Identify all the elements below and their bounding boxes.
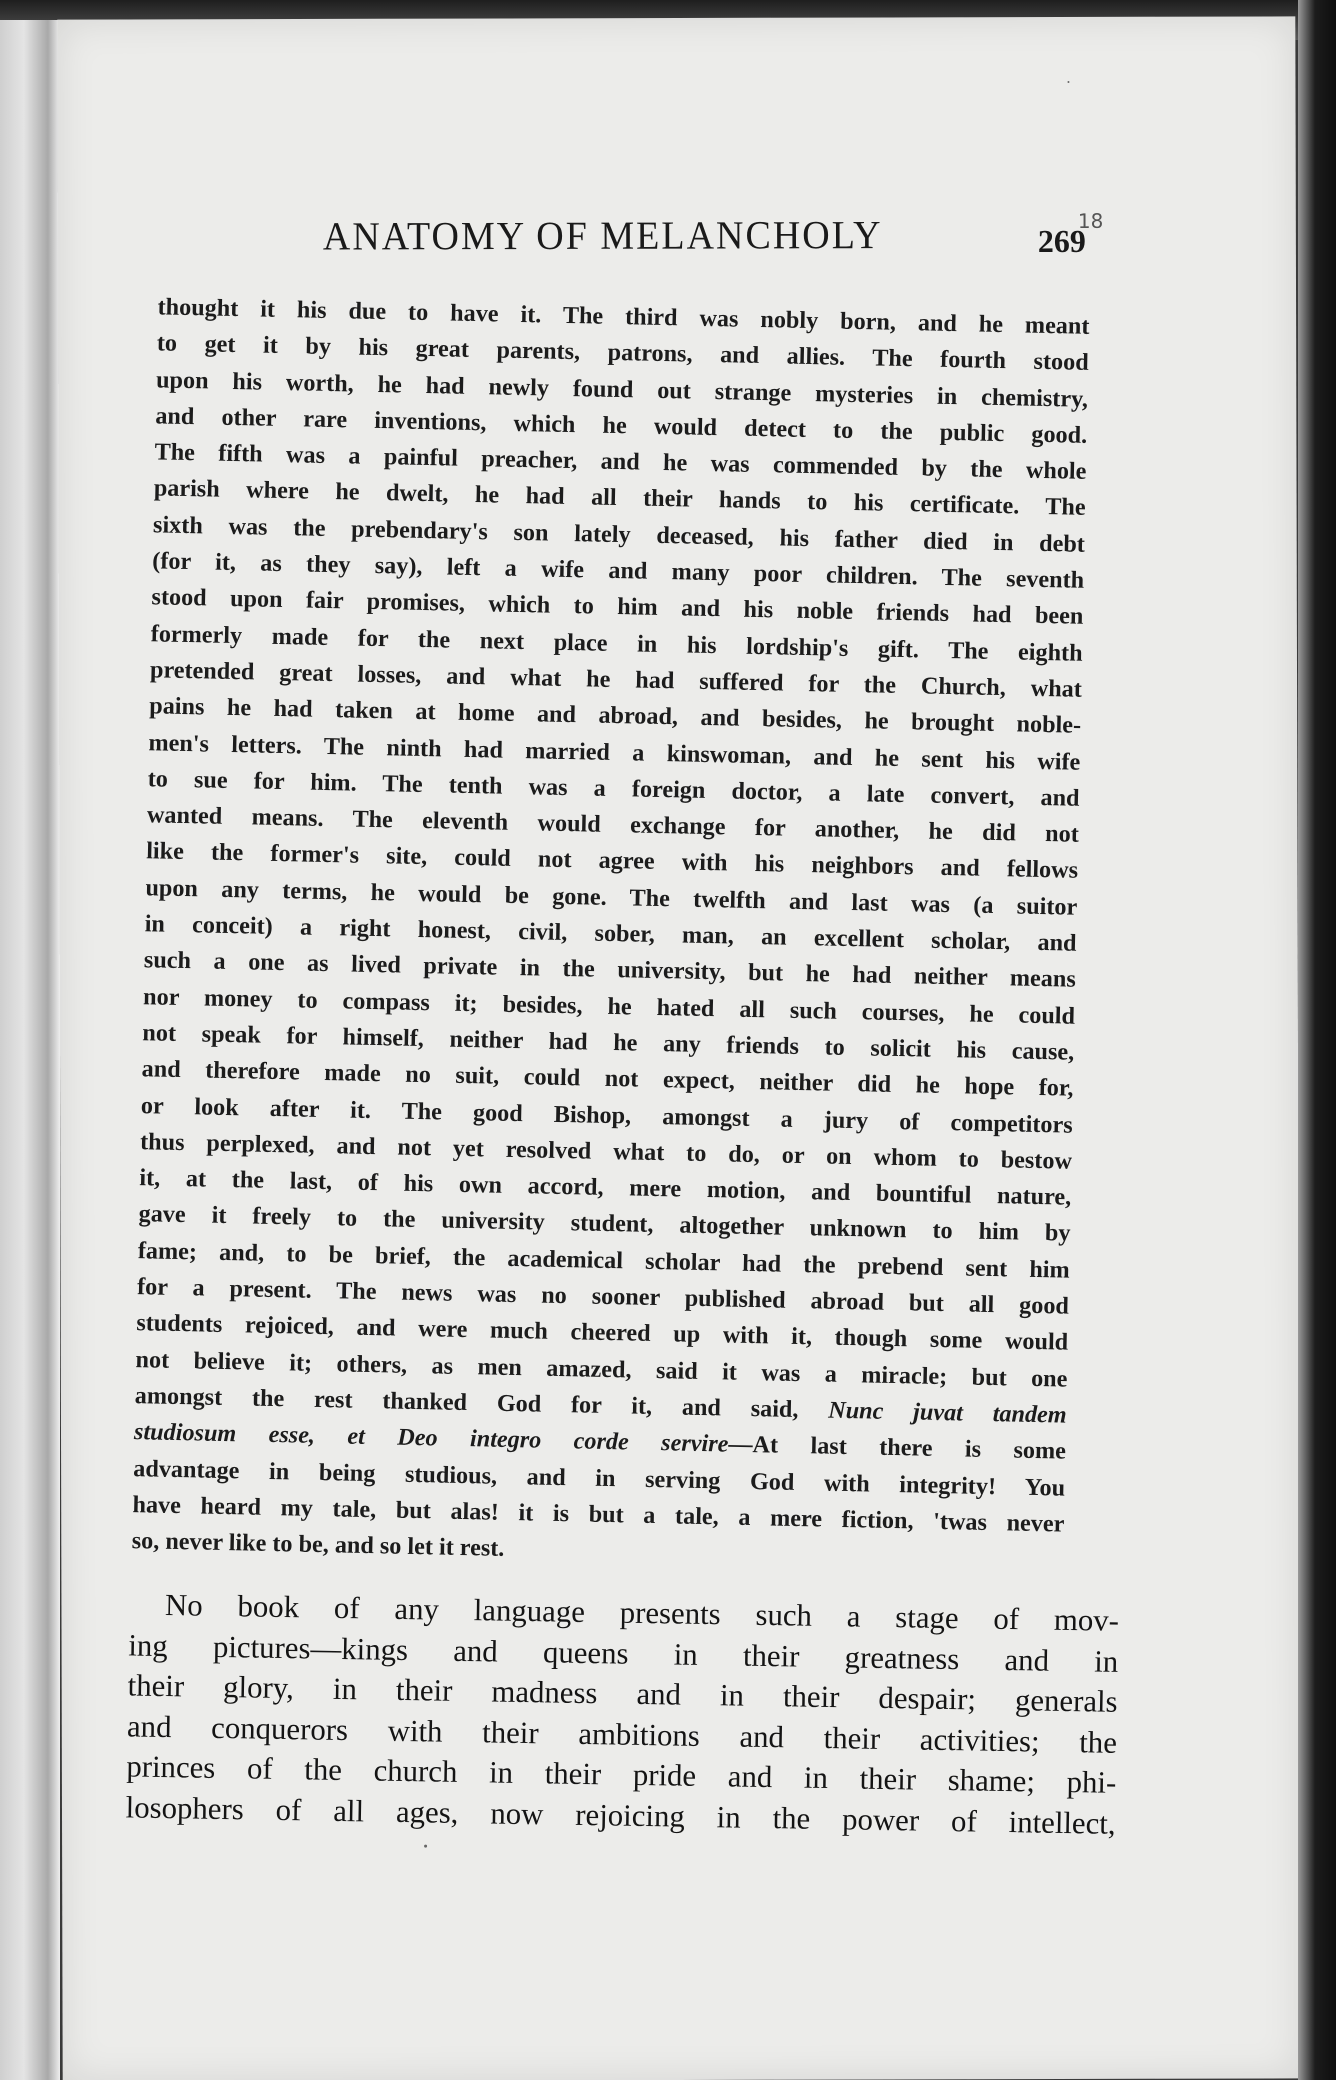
quote-line: pretended great losses, and what he had suffered for the Church, what xyxy=(149,656,1083,703)
quote-line: students rejoiced, and were much cheered up with it, though some would xyxy=(136,1309,1069,1356)
quote-text: amongst the rest thanked God for it, and said, xyxy=(134,1382,799,1423)
latin-phrase: studiosum esse, et Deo integro corde servire xyxy=(133,1418,729,1458)
scan-right-edge xyxy=(1298,0,1336,2080)
running-title: ANATOMY OF MELANCHOLY xyxy=(322,213,883,259)
paragraph-line: losophers of all ages, now rejoicing in the power of intellect, xyxy=(125,1790,1116,1841)
book-gutter xyxy=(0,20,60,2080)
quote-line: The fifth was a painful preacher, and he was commended by the whole xyxy=(154,438,1087,486)
paragraph-line: their glory, in their madness and in their despair; generals xyxy=(127,1668,1118,1720)
quote-line: wanted means. The eleventh would exchange for another, he did not xyxy=(146,801,1080,848)
quote-line: to sue for him. The tenth was a foreign doctor, a late convert, and xyxy=(147,765,1080,812)
quote-line: gave it freely to the university student, altogether unknown to him by xyxy=(138,1200,1071,1248)
essay-paragraph xyxy=(125,1584,1119,1844)
quote-line: advantage in being studious, and in serving God with integrity! You xyxy=(133,1454,1066,1502)
quote-line: like the former's site, could not agree with his neighbors and fellows xyxy=(145,837,1079,885)
scan-speck xyxy=(1067,81,1069,83)
quote-line: parish where he dwelt, he had all their hands to his certificate. The xyxy=(153,474,1086,522)
book-page xyxy=(57,16,1300,2080)
paragraph-line: princes of the church in their pride and in their shame; phi- xyxy=(126,1749,1117,1801)
pencil-annotation: 18 xyxy=(1077,208,1104,233)
quote-line: upon any terms, he would be gone. The twelfth and last was (a suitor xyxy=(145,873,1078,921)
quote-line: formerly made for the next place in his lordship's gift. The eighth xyxy=(150,619,1083,667)
quote-line: or look after it. The good Bishop, amongst a jury of competitors xyxy=(140,1091,1073,1139)
quoted-passage xyxy=(131,289,1089,1579)
quote-line: and therefore made no suit, could not expect, neither did he hope for, xyxy=(141,1055,1074,1102)
quote-line: (for it, as they say), left a wife and many poor children. The seventh xyxy=(152,547,1085,594)
quote-line: such a one as lived private in the university, but he had neither means xyxy=(143,946,1077,994)
quote-line: in conceit) a right honest, civil, sober, man, an excellent scholar, and xyxy=(144,910,1077,957)
quote-line: so, never like to be, and so let it rest. xyxy=(131,1527,505,1562)
quote-line: nor money to compass it; besides, he hated all such courses, he could xyxy=(142,982,1076,1030)
quote-line: men's letters. The ninth had married a kinswoman, and he sent his wife xyxy=(148,728,1081,776)
quote-line: thought it his due to have it. The third was nobly born, and he meant xyxy=(157,293,1090,340)
quote-line: not speak for himself, neither had he any friends to solicit his cause, xyxy=(142,1019,1075,1066)
quote-line: upon his worth, he had newly found out strange mysteries in chemistry, xyxy=(155,365,1089,413)
quote-line: not believe it; others, as men amazed, said it was a miracle; but one xyxy=(135,1345,1068,1393)
quote-line: to get it by his great parents, patrons, and allies. The fourth stood xyxy=(156,329,1089,377)
scan-speck xyxy=(424,1845,427,1848)
quote-line: for a present. The news was no sooner published abroad but all good xyxy=(136,1273,1070,1320)
page-number: 269 xyxy=(1037,222,1086,260)
quote-line: stood upon fair promises, which to him and his noble friends had been xyxy=(151,583,1084,631)
quote-line: have heard my tale, but alas! it is but a tale, a mere fiction, 'twas never xyxy=(132,1490,1065,1538)
quote-line: fame; and, to be brief, the academical scholar had the prebend sent him xyxy=(137,1236,1070,1284)
paragraph-line: and conquerors with their ambitions and their activities; the xyxy=(126,1709,1118,1760)
latin-phrase: Nunc juvat tandem xyxy=(827,1396,1067,1429)
quote-line: thus perplexed, and not yet resolved what to do, or on whom to bestow xyxy=(139,1128,1073,1175)
paragraph-line: No book of any language presents such a stage of mov- xyxy=(164,1588,1120,1638)
page-header xyxy=(58,208,1296,275)
quote-line: sixth was the prebendary's son lately deceased, his father died in debt xyxy=(152,511,1086,558)
quote-line: it, at the last, of his own accord, mere motion, and bountiful nature, xyxy=(139,1164,1072,1211)
quote-line: and other rare inventions, which he would detect to the public good. xyxy=(155,402,1088,449)
quote-line: pains he had taken at home and abroad, and besides, he brought noble- xyxy=(148,692,1082,740)
paragraph-line: ing pictures—kings and queens in their greatness and in xyxy=(128,1628,1119,1679)
quote-text: —At last there is some xyxy=(728,1430,1067,1465)
